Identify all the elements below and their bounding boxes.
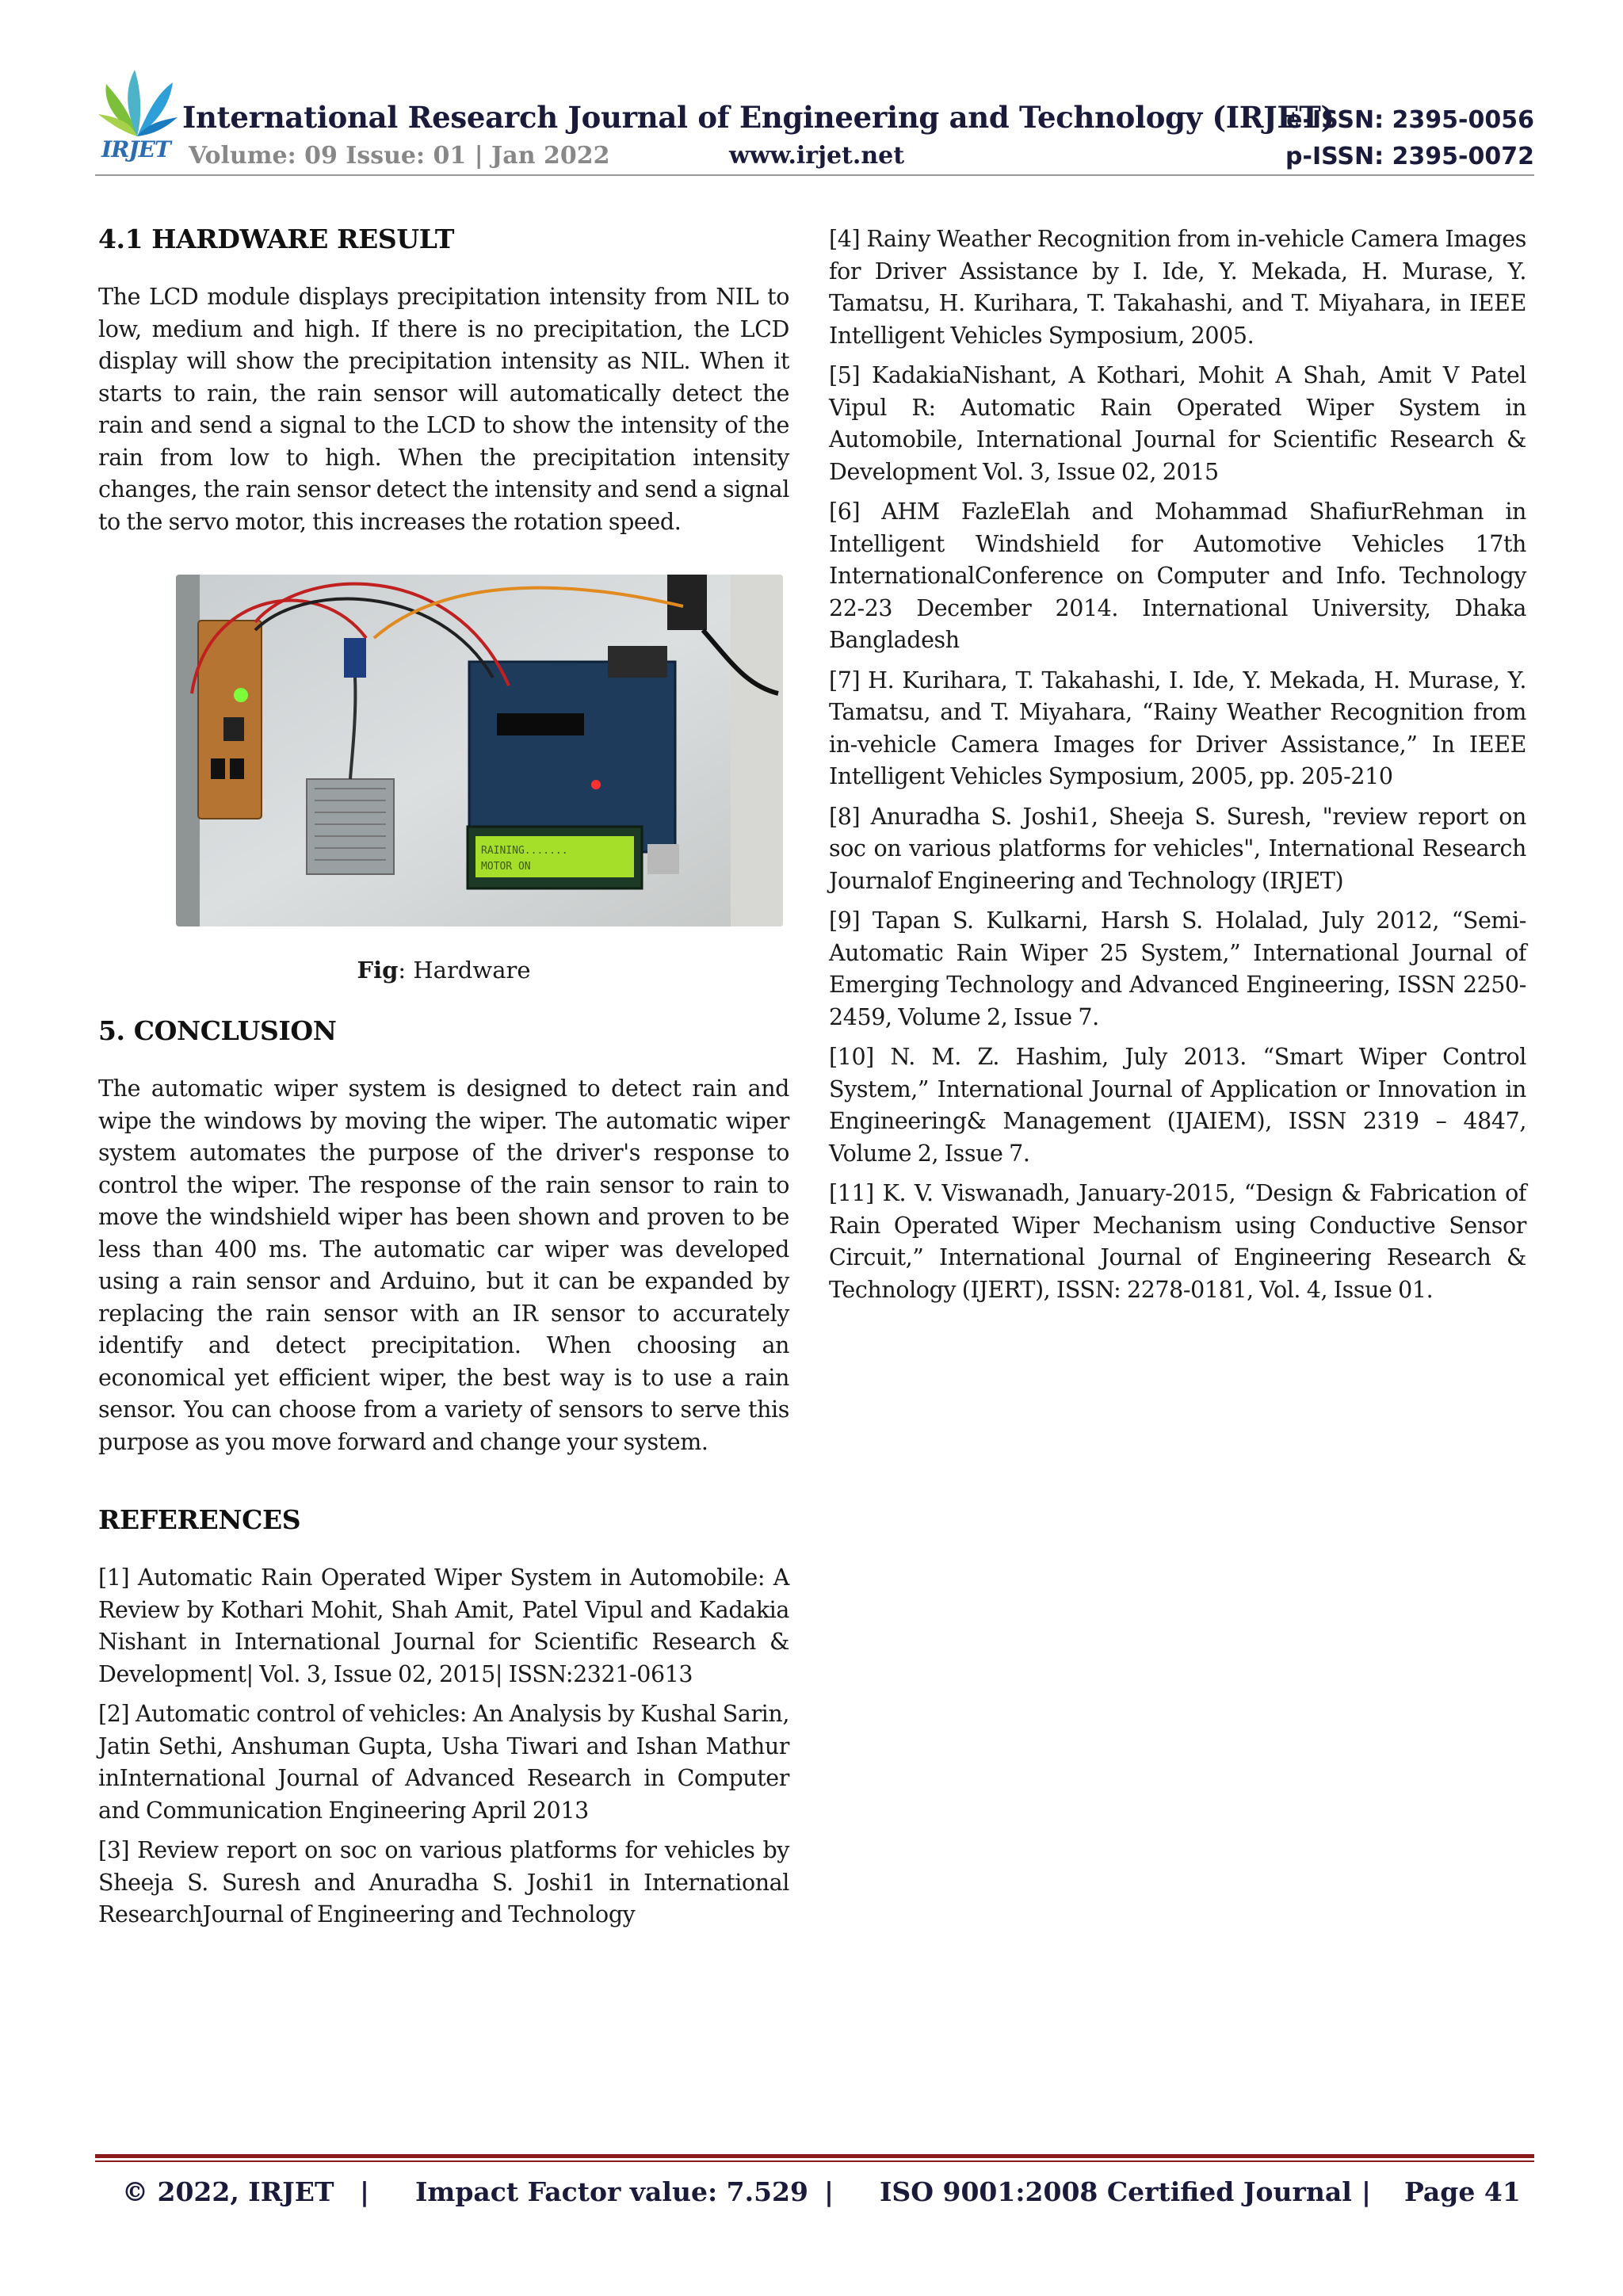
reference-11: [11] K. V. Viswanadh, January-2015, “Design & Fabrication of Rain Operated Wiper Mechanism using Conductive Sensor Circuit,” International Journal of Engineering Research & Technology (IJERT), ISSN: 2278-0181, Vol. 4, Issue 01.	[829, 1180, 1526, 1303]
photo-lcd-line1: RAINING.......	[481, 845, 568, 857]
conclusion-heading: 5. CONCLUSION	[98, 1015, 337, 1046]
photo-lcd-line2: MOTOR ON	[481, 861, 531, 873]
journal-title: International Research Journal of Engineering and Technology (IRJET)	[182, 100, 1335, 135]
reference-7: [7] H. Kurihara, T. Takahashi, I. Ide, Y. Mekada, H. Murase, Y. Tamatsu, and T. Miyahara, “Rainy Weather Recognition from in-vehicle Camera Images for Driver Assistance,” In IEEE Intelligent Vehicles Symposium, 2005, pp. 205-210	[829, 667, 1526, 789]
footer-text-line	[95, 2162, 1534, 2210]
p-issn: p-ISSN: 2395-0072	[1285, 143, 1534, 170]
volume-issue: Volume: 09 Issue: 01 | Jan 2022	[189, 142, 610, 170]
references-heading: REFERENCES	[98, 1504, 301, 1535]
reference-8: [8] Anuradha S. Joshi1, Sheeja S. Suresh, "review report on soc on various platforms for vehicles", International Research Journalof Engineering and Technology (IRJET)	[829, 803, 1526, 894]
page-footer	[95, 2154, 1534, 2210]
reference-3: [3] Review report on soc on various platforms for vehicles by Sheeja S. Suresh and Anuradha S. Joshi1 in International ResearchJournal of Engineering and Technology	[98, 1837, 789, 1927]
figure-caption	[98, 957, 789, 984]
hardware-photo	[176, 575, 783, 926]
reference-1: [1] Automatic Rain Operated Wiper System in Automobile: A Review by Kothari Mohit, Shah Amit, Patel Vipul and Kadakia Nishant in International Journal for Scientific Research & Development| Vol. 3, Issue 02, 2015| ISSN:2321-0613	[98, 1564, 789, 1687]
hardware-photo-image	[176, 575, 783, 926]
right-column	[829, 223, 1526, 1314]
footer-separator: |	[1361, 2176, 1372, 2207]
footer-impact-factor: Impact Factor value: 7.529	[415, 2176, 808, 2207]
e-issn: e-ISSN: 2395-0056	[1286, 106, 1534, 134]
left-column	[98, 223, 789, 1939]
footer-rule-thick	[95, 2154, 1534, 2158]
reference-6: [6] AHM FazleElah and Mohammad ShafiurRehman in Intelligent Windshield for Automotive Vehicles 17th InternationalConference on Computer and Info. Technology 22-23 December 2014. International University, Dhaka Bangladesh	[829, 499, 1526, 653]
website-link[interactable]: www.irjet.net	[729, 142, 905, 170]
header-divider	[95, 174, 1534, 176]
irjet-logo	[95, 67, 179, 163]
caption-text: : Hardware	[398, 957, 531, 984]
footer-page-number: Page 41	[1404, 2176, 1521, 2207]
page-header	[95, 63, 1534, 181]
footer-iso: ISO 9001:2008 Certified Journal	[880, 2176, 1352, 2207]
reference-9: [9] Tapan S. Kulkarni, Harsh S. Holalad, July 2012, “Semi-Automatic Rain Wiper 25 System,” International Journal of Emerging Technology and Advanced Engineering, ISSN 2250-2459, Volume 2, Issue 7.	[829, 907, 1526, 1030]
footer-separator: |	[824, 2176, 834, 2207]
reference-5: [5] KadakiaNishant, A Kothari, Mohit A Shah, Amit V Patel Vipul R: Automatic Rain Operated Wiper System in Automobile, International Journal for Scientific Research & Development Vol. 3, Issue 02, 2015	[829, 362, 1526, 485]
logo-text: IRJET	[101, 136, 170, 162]
leaf-icon	[95, 67, 179, 143]
reference-4: [4] Rainy Weather Recognition from in-vehicle Camera Images for Driver Assistance by I. Ide, Y. Mekada, H. Murase, Y. Tamatsu, H. Kurihara, T. Takahashi, and T. Miyahara, in IEEE Intelligent Vehicles Symposium, 2005.	[829, 226, 1526, 349]
hardware-heading: 4.1 HARDWARE RESULT	[98, 223, 455, 254]
hardware-paragraph: The LCD module displays precipitation intensity from NIL to low, medium and high. If there is no precipitation, the LCD display will show the precipitation intensity as NIL. When it starts to rain, the rain sensor will automatically detect the rain and send a signal to the LCD to show the intensity of the rain from low to high. When the precipitation intensity changes, the rain sensor detect the intensity and send a signal to the servo motor, this increases the rotation speed.	[98, 284, 789, 535]
conclusion-paragraph: The automatic wiper system is designed to detect rain and wipe the windows by moving the wiper. The automatic wiper system automates the purpose of the driver's response to control the wiper. The response of the rain sensor to rain to move the windshield wiper has been shown and proven to be less than 400 ms. The automatic car wiper was developed using a rain sensor and Arduino, but it can be expanded by replacing the rain sensor with an IR sensor to accurately identify and detect precipitation. When choosing an economical yet efficient wiper, the best way is to use a rain sensor. You can choose from a variety of sensors to serve this purpose as you move forward and change your system.	[98, 1075, 789, 1455]
reference-10: [10] N. M. Z. Hashim, July 2013. “Smart Wiper Control System,” International Journal of Application or Innovation in Engineering& Management (IJAIEM), ISSN 2319 – 4847, Volume 2, Issue 7.	[829, 1044, 1526, 1167]
footer-separator: |	[360, 2176, 370, 2207]
caption-label: Fig	[357, 957, 399, 984]
reference-2: [2] Automatic control of vehicles: An Analysis by Kushal Sarin, Jatin Sethi, Anshuman Gupta, Usha Tiwari and Ishan Mathur inInternational Journal of Advanced Research in Computer and Communication Engineering April 2013	[98, 1701, 789, 1824]
footer-copyright: © 2022, IRJET	[122, 2176, 334, 2207]
